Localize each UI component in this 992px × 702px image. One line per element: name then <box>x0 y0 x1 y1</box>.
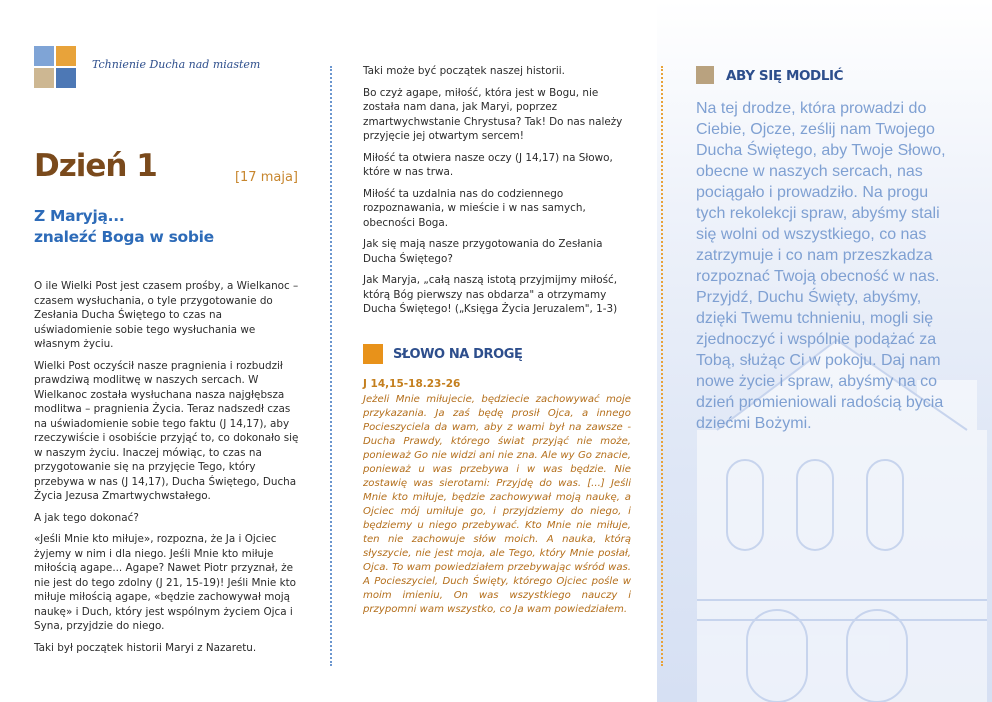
paragraph: «Jeśli Mnie kto miłuje», rozpozna, że Ja i Ojciec żyjemy w nim i dla niego. Jeśli Mnie kto miłuje miłością agape... Agape? Nawet Piotr przyznał, że nie jest do tego zdolny (J 21, 15-19)! Jeśli Mnie kto miłuje miłością agape, «będzie zachowywał moją naukę» i Duch, który jest wspólnym życiem Ojca i Syna, przyjdzie do niego. <box>34 533 297 632</box>
subtitle-line-1: Z Maryją... <box>34 207 125 225</box>
paragraph: Wielki Post oczyścił nasze pragnienia i rozbudził prawdziwą modlitwę w naszych sercach. W Wielkanoc została wysłuchana nasza najgłębsza modlitwa – pragnienia Życia. Teraz nadszedł czas na uświadomienie sobie tego faktu (J 14,17), aby rzeczywiście i osobiście przyjąć to, co dokonało się w naszym życiu. Inaczej mówiąc, to czas na przygotowanie się na przyjęcie Tego, który przebywa w nas (J 14,17), Ducha Świętego, Ducha Życia Jezusa Zmartwychwstałego. <box>34 359 299 502</box>
paragraph: Miłość ta otwiera nasze oczy (J 14,17) na Słowo, które w nas trwa. <box>363 151 613 178</box>
tan-square-icon <box>696 66 714 84</box>
brand-name: Tchnienie Ducha nad miastem <box>92 58 261 71</box>
paragraph: A jak tego dokonać? <box>34 511 139 524</box>
heading-text: SŁOWO NA DROGĘ <box>393 347 523 362</box>
dotted-divider <box>330 66 332 666</box>
scripture-reference: J 14,15-18.23-26 <box>363 378 461 390</box>
prayer-text: Na tej drodze, która prowadzi do Ciebie, Ojcze, ześlij nam Twojego Ducha Świętego, aby Twoje Słowo, obecne w naszych sercach, nas pociągało i prowadziło. Na progu tych rekolekcji spraw, abyśmy stali się wolni od wszystkiego, co nas zatrzymuje i co nam przeszkadza rozpoznać Twoją obecność w nas. Przyjdź, Duchu Święty, abyśmy, dzięki Twemu tchnieniu, mogli się zjednoczyć i wspólnie podążać za Tobą, służąc Ci w pokoju. Daj nam nowe życie i spraw, abyśmy na co dzień promieniowali radością bycia dziećmi Bożymi. <box>696 100 946 432</box>
section-subtitle <box>34 206 302 248</box>
subtitle-line-2: znaleźć Boga w sobie <box>34 228 214 246</box>
paragraph: Jak Maryja, „całą naszą istotą przyjmijmy miłość, którą Bóg pierwszy nas obdarza" a otrzymamy Ducha Świętego! („Księga Życia Jeruzalem", 1-3) <box>363 274 618 315</box>
day-title: Dzień 1 <box>34 148 157 184</box>
paragraph: Miłość ta uzdalnia nas do codziennego rozpoznawania, w mieście i w nas samych, obecności Boga. <box>363 187 586 229</box>
paragraph: Jak się mają nasze przygotowania do Zesłania Ducha Świętego? <box>363 238 603 265</box>
paragraph: Taki był początek historii Maryi z Nazaretu. <box>34 641 257 654</box>
column-history <box>363 64 631 324</box>
paragraph: Bo czyż agape, miłość, która jest w Bogu, nie została nam dana, jak Maryi, poprzez zmartwychwstanie Chrystusa? Tak! Do nas należy przyjęcie jej otwartym sercem! <box>363 86 623 142</box>
heading-text: ABY SIĘ MODLIĆ <box>726 68 844 84</box>
scripture-quote: Jeżeli Mnie miłujecie, będziecie zachowywać moje przykazania. Ja zaś będę prosił Ojca, a innego Pocieszyciela da wam, aby z wami był na zawsze - Ducha Prawdy, którego świat przyjąć nie może, ponieważ Go nie widzi ani nie zna. Ale wy Go znacie, ponieważ u was przebywa i w was będzie. Nie zostawię was sierotami: Przyjdę do was. [...] Jeśli Mnie kto miłuje, będzie zachowywał moją naukę, a Ojciec mój umiłuje go, i przyjdziemy do niego, i będziemy u niego przebywać. Kto Mnie nie miłuje, ten nie zachowuje słów moich. A nauka, którą słyszycie, nie jest moja, ale Tego, który Mnie posłał, Ojca. To wam powiedziałem przebywając wśród was. A Pocieszyciel, Duch Święty, którego Ojciec pośle w moim imieniu, On was wszystkiego nauczy i przypomni wam wszystko, co Ja wam powiedziałem. <box>363 394 631 615</box>
logo-icon <box>34 46 76 88</box>
day-date: [17 maja] <box>234 170 298 185</box>
paragraph: Taki może być początek naszej historii. <box>363 65 565 77</box>
intro-text <box>34 279 302 662</box>
orange-square-icon <box>363 344 383 364</box>
dotted-divider <box>661 66 663 666</box>
paragraph: O ile Wielki Post jest czasem prośby, a Wielkanoc – czasem wysłuchania, o tyle przygotowanie do Zesłania Ducha Świętego to czas na uświadomienie sobie tego wysłuchania we własnym życiu. <box>34 280 299 350</box>
